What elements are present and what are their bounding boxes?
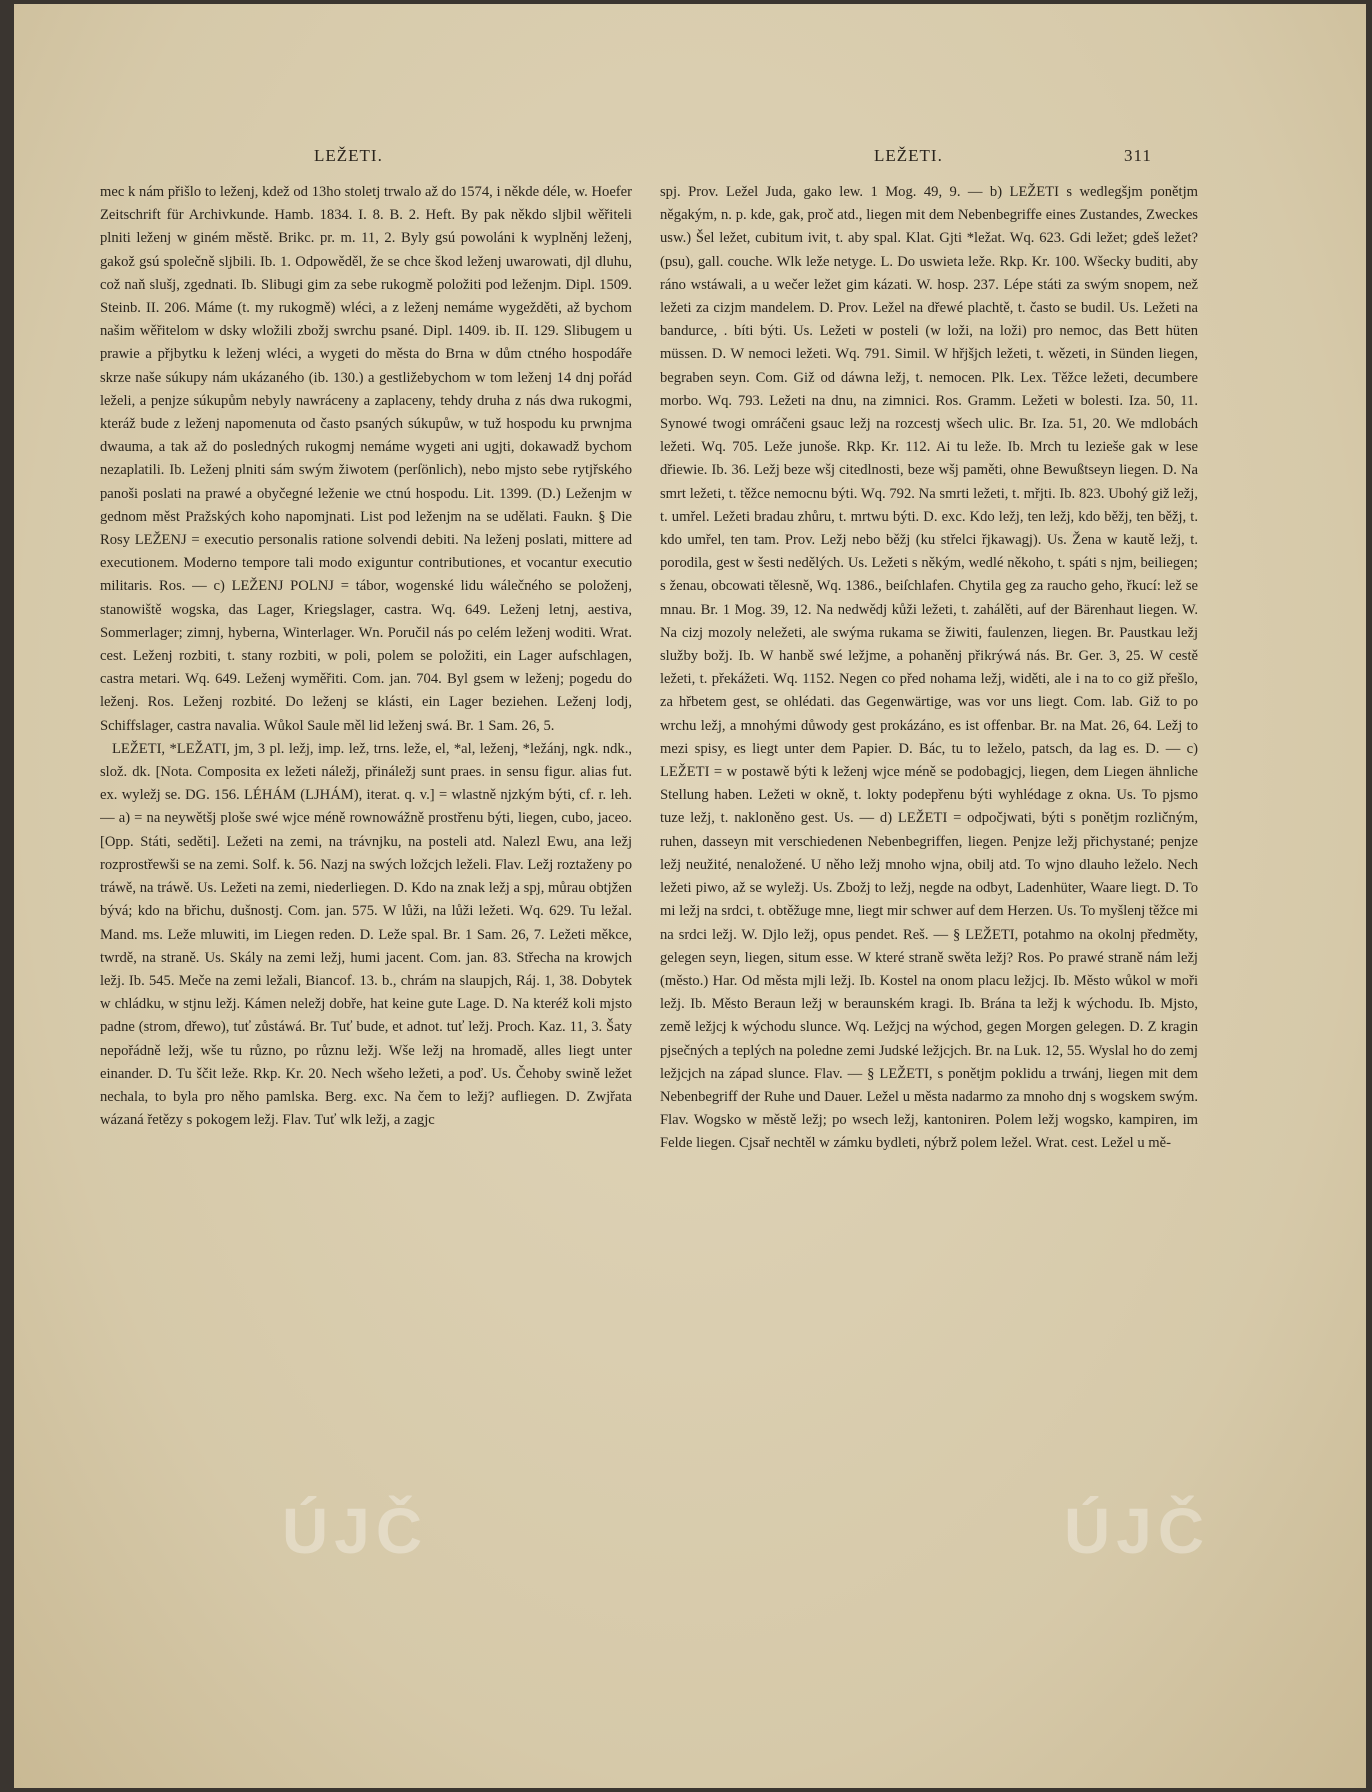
running-header <box>14 146 1366 170</box>
left-column-text: mec k nám přišlo to leženj, kdež od 13ho stoletj trwalo až do 1574, i někde déle, w. Hoefer Zeitschrift für Archivkunde. Hamb. 1834. I. 8. B. 2. Heft. By pak někdo sljbil wěřiteli plniti leženj w giném městě. Brikc. pr. m. 11, 2. Byly gsú powoláni k wyplněnj leženj, gakož gsú společně sljbili. Ib. 1. Odpowěděl, že se chce škod leženj uwarowati, djl dluhu, což naň slušj, zgednati. Ib. Slibugi gim za sebe rukogmě položiti pod leženjm. Dipl. 1509. Steinb. II. 206. Máme (t. my rukogmě) wléci, a z leženj nemáme wygežděti, až bychom našim wěřitelom w dsky wložili zbožj swrchu psané. Dipl. 1409. ib. II. 129. Slibugem u prawie a přjbytku k leženj wléci, a wygeti do města do Brna w dům ctného hospodáře skrze naše súkupy nám ukázaného (ib. 130.) a gestližebychom w tom leženj 14 dnj pořád leželi, a penjze súkupům nebyly nawráceny a zaplaceny, tehdy druha z nás dwa rukogmi, kteráž bude z leženj napomenuta od často psaných súkupůw, w tuž hospodu ku prwnjma dwauma, a tak až do posledných rukogmj nemáme wygeti ani ugjti, dokawadž bychom nezaplatili. Ib. Leženj plniti sám swým žiwotem (perſönlich), nebo mjsto sebe rytjřského panoši poslati na prawé a obyčegné leženie we ctnú hospodu. Lit. 1399. (D.) Leženjm w gednom měst Pražských koho napomjnati. List pod leženjm na se udělati. Faukn. § Die Rosy LEŽENJ = executio personalis ratione solvendi debiti. Na leženj poslati, mittere ad executionem. Moderno tempore tali modo exiguntur contributiones, et vocantur executio militaris. Ros. — c) LEŽENJ POLNJ = tábor, wogenské lidu wálečného se položenj, stanowiště wogska, das Lager, Kriegslager, castra. Wq. 649. Leženj letnj, aestiva, Sommerlager; zimnj, hyberna, Winterlager. Wn. Poručil nás po celém leženj woditi. Wrat. cest. Leženj rozbiti, t. stany rozbiti, w poli, polem se položiti, ein Lager aufschlagen, castra metari. Wq. 649. Leženj wyměřiti. Com. jan. 704. Byl gsem w leženj; pogedu do leženj. Ros. Leženj rozbité. Do leženj se klásti, ein Lager beziehen. Leženj lodj, Schiffslager, castra navalia. Wůkol Saule měl lid leženj swá. Br. 1 Sam. 26, 5. <box>100 184 632 734</box>
right-column <box>660 181 1198 1581</box>
right-column-text: spj. Prov. Ležel Juda, gako lew. 1 Mog. 49, 9. — b) LEŽETI s wedlegšjm ponětjm něgakým, n. p. kde, gak, proč atd., liegen mit dem Nebenbegriffe eines Zustandes, Zweckes usw.) Šel ležet, cubitum ivit, t. aby spal. Klat. Gjti *ležat. Wq. 623. Gdi ležet; gdeš ležet? (psu), gall. couche. Wlk leže netyge. L. Do uswieta leže. Rkp. Kr. 100. Wšecky buditi, aby ráno wstáwali, a u wečer ležet gim kázati. W. hosp. 237. Lépe státi za swým snopem, než ležeti za cizjm mandelem. D. Prov. Ležel na dřewé plachtě, t. často se budil. Us. Ležeti na bandurce, . bíti býti. Us. Ležeti w posteli (w loži, na loži) pro nemoc, das Bett hüten müssen. D. W nemoci ležeti. Wq. 791. Simil. W hřjšjch ležeti, t. wězeti, in Sünden liegen, begraben seyn. Com. Giž od dáwna ležj, t. nemocen. Plk. Lex. Těžce ležeti, decumbere morbo. Wq. 793. Ležeti na dnu, na zimnici. Ros. Gramm. Ležeti w bolesti. Iza. 50, 11. Synowé twogi omráčeni gsauc ležj na rozcestj wšech ulic. Br. Iza. 51, 20. We mdlobách ležeti. Wq. 705. Leže junoše. Rkp. Kr. 112. Ai tu leže. Ib. Mrch tu lezieše gak w lese dřiewie. Ib. 36. Ležj beze wšj citedlnosti, beze wšj paměti, ohne Bewußtseyn liegen. D. Na smrt ležeti, t. těžce nemocnu býti. Wq. 792. Na smrti ležeti, t. mřjti. Ib. 823. Ubohý giž ležj, t. umřel. Ležeti bradau zhůru, t. mrtwu býti. D. exc. Kdo ležj, ten ležj, kdo běžj, ten běžj, t. kdo umřel, ten tam. Prov. Ležj nebo běžj (ku střelci řjkawagj). Us. Žena w kautě ležj, t. porodila, gest w šesti nedělých. Us. Ležeti s někým, wedlé někoho, t. spáti s njm, beiliegen; s ženau, obcowati tělesně, Wq. 1386., beiſchlafen. Chytila geg za raucho geho, řkucí: lež se mnau. Br. 1 Mog. 39, 12. Na nedwědj kůži ležeti, t. zahálěti, auf der Bärenhaut liegen. W. Na cizj mozoly neležeti, ale swýma rukama se žiwiti, faulenzen, liegen. Br. Paustkau ležj služby božj. Ib. W hanbě swé ležjme, a pohaněnj přikrýwá nás. Br. Ger. 3, 25. W cestě ležeti, t. překážeti. Wq. 1152. Negen co před nohama ležj, widěti, ale i na to co giž přešlo, za hřbetem gest, se ohlédati. das Gegenwärtige, was vor uns liegt. Com. lab. Giž to po wrchu ležj, a mnohými důwody gest prokázáno, es ist offenbar. Br. na Mat. 26, 64. Ležj to mezi spisy, es liegt unter dem Papier. D. Bác, tu to leželo, patsch, da lag es. D. — c) LEŽETI = w postawě býti k leženj wjce méně se podobagjcj, liegen, dem Liegen ähnliche Stellung haben. Ležeti w okně, t. lokty podepřenu býti wyhlédage z okna. Us. To pjsmo tuze ležj, t. nakloněno gest. Us. — d) LEŽETI = odpočjwati, býti s ponětjm rozličným, ruhen, dasseyn mit verschiedenen Nebenbegriffen, liegen. Penjze ležj přichystané; penjze ležj neužité, nenaložené. U něho ležj mnoho wjna, obilj atd. To wjno dlauho leželo. Nech ležeti piwo, až se wyležj. Us. Zbožj to ležj, negde na odbyt, Ladenhüter, Waare liegt. D. To mi ležj na srdci, t. obtěžuge mne, liegt mir schwer auf dem Herzen. Us. To myšlenj těžce mi na srdci ležj. W. Djlo ležj, opus pendet. Reš. — § LEŽETI, potahmo na okolnj předměty, gelegen seyn, liegen, situm esse. W které straně swěta ležj? Ros. Po prawé straně nám ležj (město.) Har. Od města mjli ležj. Ib. Kostel na onom placu ležjcj. Ib. Město wůkol w moři ležj. Ib. Město Beraun ležj w beraunském kragi. Ib. Brána ta ležj k wýchodu. Ib. Mjsto, země ležjcj k wýchodu slunce. Wq. Ležjcj na wýchod, gegen Morgen gelegen. D. Z kragin pjsečných a teplých na poledne zemi Judské ležjcjch. Br. na Luk. 12, 55. Wyslal ho do zemj ležjcjch na západ slunce. Flav. — § LEŽETI, s ponětjm poklidu a trwánj, liegen mit dem Nebenbegriff der Ruhe und Dauer. Ležel u města nadarmo za mnoho dnj s wogskem swým. Flav. Wogsko w městě ležj; po wsech ležj, kantoniren. Polem ležj wogsko, kampiren, im Felde liegen. Cjsař nechtěl w zámku bydleti, nýbrž polem ležel. Wrat. cest. Ležel u mě- <box>660 184 1198 1152</box>
left-running-title: LEŽETI. <box>314 146 383 165</box>
watermark-right: ÚJČ <box>1064 1495 1211 1567</box>
page-number: 311 <box>1124 146 1152 165</box>
dictionary-page <box>14 4 1366 1788</box>
left-column <box>100 181 632 1581</box>
right-running-title: LEŽETI. <box>874 146 943 165</box>
entry-lezeti: LEŽETI, *LEŽATI, jm, 3 pl. ležj, imp. lež, trns. leže, el, *al, leženj, *ležánj, ngk. ndk., slož. dk. [Nota. Composita ex ležeti náležj, přináležj sunt praes. in sensu figur. alias fut. ex. wyležj se. DG. 156. LÉHÁM (LJHÁM), iterat. q. v.] = wlastně njzkým býti, cf. r. leh. — a) = na neywětšj ploše swé wjce méně rownowážně prostřenu býti, liegen, cubo, jaceo. [Opp. Státi, seděti]. Ležeti na zemi, na trávnjku, na posteli atd. Nalezl Ewu, ana ležj rozprostřewši se na zemi. Solf. k. 56. Nazj na swých ložcjch leželi. Flav. Ležj roztaženy po tráwě, na tráwě. Us. Ležeti na zemi, niederliegen. D. Kdo na znak ležj a spj, můrau obtjžen bývá; kdo na břichu, dušnostj. Com. jan. 575. W lůži, na lůži ležeti. Wq. 629. Tu ležal. Mand. ms. Leže mluwiti, im Liegen reden. D. Leže spal. Br. 1 Sam. 26, 7. Ležeti měkce, twrdě, na straně. Us. Skály na zemi ležj, humi jacent. Com. jan. 83. Střecha na krowjch ležj. Ib. 545. Meče na zemi ležali, Biancof. 13. b., chrám na slaupjch, Ráj. 1, 38. Dobytek w chládku, w stjnu ležj. Kámen neležj dobře, hat keine gute Lage. D. Na kteréž koli mjsto padne (strom, dřewo), tuť zůstáwá. Br. Tuť bude, et adnot. tuť ležj. Proch. Kaz. 11, 3. Šaty nepořádně ležj, wše tu různo, po různu ležj. Wše ležj na hromadě, alles liegt unter einander. D. Tu ščit leže. Rkp. Kr. 20. Nech wšeho ležeti, a poď. Us. Čehoby swině ležet nechala, to byla pro něho pamlska. Berg. exc. Na čem to ležj? aufliegen. D. Zwjřata wázaná řetězy s pokogem ležj. Flav. Tuť wlk ležj, a zagjc <box>100 740 632 1129</box>
watermark-left: ÚJČ <box>282 1495 429 1567</box>
